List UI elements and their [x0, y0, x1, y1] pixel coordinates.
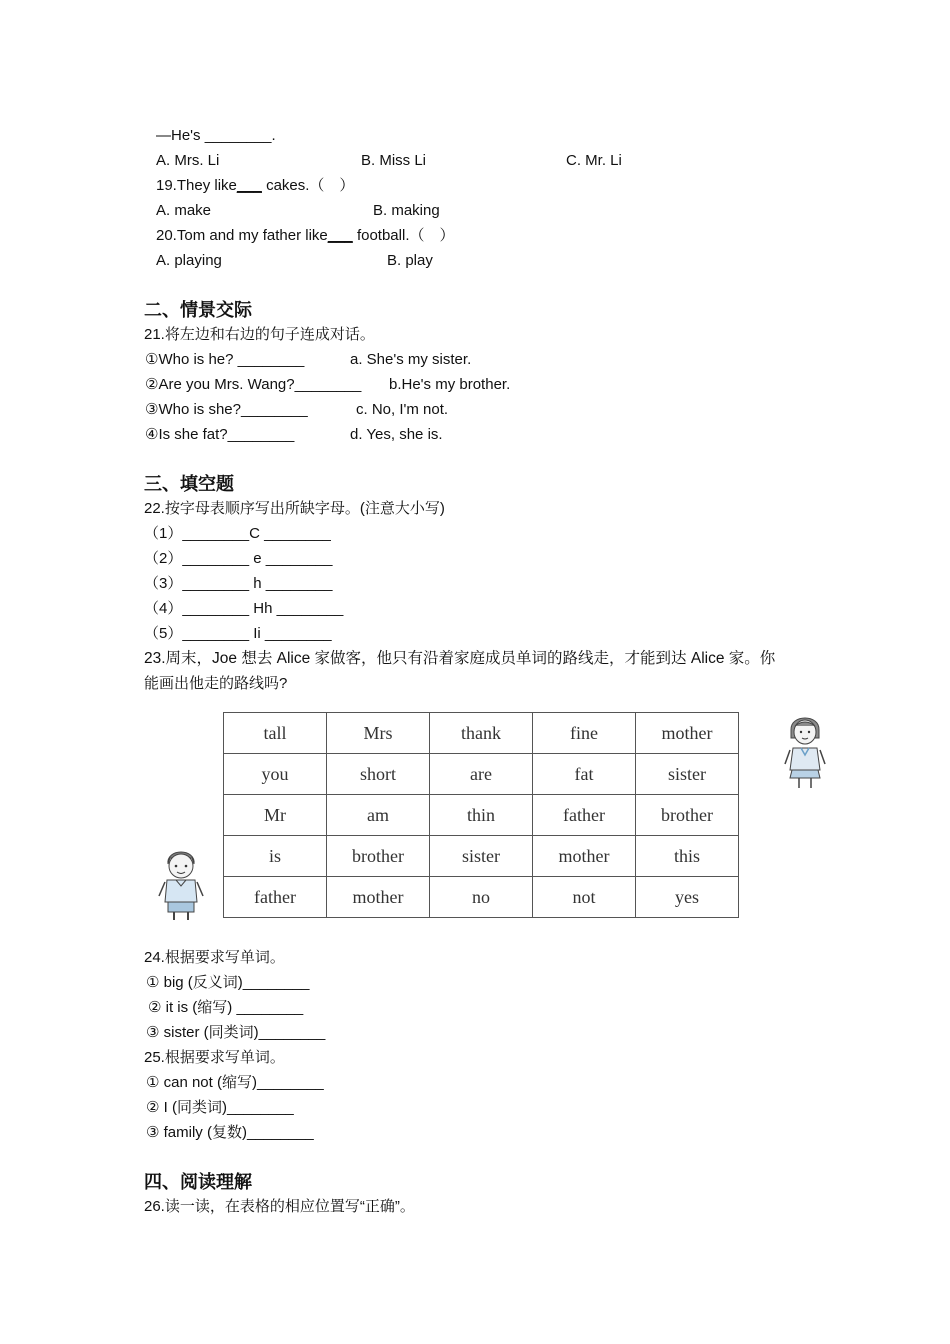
- word-maze-grid: [223, 712, 739, 918]
- q21-right-c: c. No, I'm not.: [356, 401, 449, 418]
- q23-prompt-line-2: 能画出他走的路线吗?: [144, 675, 288, 692]
- section-4-heading: 四、阅读理解: [144, 1172, 252, 1193]
- q21-left-2: ②Are you Mrs. Wang?________: [145, 376, 362, 393]
- q24-prompt: 24.根据要求写单词。: [144, 949, 285, 966]
- grid-cell: fat: [533, 754, 636, 795]
- q25-item-2: ② I (同类词)________: [146, 1099, 294, 1116]
- q24-item-3: ③ sister (同类词)________: [146, 1024, 326, 1041]
- grid-cell: is: [224, 836, 327, 877]
- q21-right-a: a. She's my sister.: [350, 351, 472, 368]
- grid-cell: tall: [224, 713, 327, 754]
- q22-item-1: （1）________C ________: [144, 525, 331, 542]
- q19-option-b: B. making: [373, 202, 440, 219]
- q19-option-a: A. make: [156, 202, 212, 219]
- q18-option-b: B. Miss Li: [361, 152, 427, 169]
- grid-row: [224, 713, 739, 754]
- q26-prompt: 26.读一读，在表格的相应位置写“正确”。: [144, 1198, 415, 1215]
- q25-prompt: 25.根据要求写单词。: [144, 1049, 285, 1066]
- grid-cell: this: [636, 836, 739, 877]
- q18-answer-line: —He's ________.: [156, 127, 276, 144]
- q24-item-1: ① big (反义词)________: [146, 974, 310, 991]
- q25-item-1: ① can not (缩写)________: [146, 1074, 324, 1091]
- q18-option-a: A. Mrs. Li: [156, 152, 220, 169]
- q21-prompt: 21.将左边和右边的句子连成对话。: [144, 326, 375, 343]
- q24-item-2: ② it is (缩写) ________: [148, 999, 304, 1016]
- grid-cell: brother: [327, 836, 430, 877]
- q19-blank: ___: [236, 177, 262, 194]
- girl-figure-icon: [782, 708, 828, 790]
- grid-cell: mother: [636, 713, 739, 754]
- grid-cell: mother: [533, 836, 636, 877]
- grid-cell: father: [533, 795, 636, 836]
- q21-right-d: d. Yes, she is.: [350, 426, 443, 443]
- grid-cell: Mr: [224, 795, 327, 836]
- grid-row: [224, 754, 739, 795]
- q25-item-3: ③ family (复数)________: [146, 1124, 314, 1141]
- q21-left-1: ①Who is he? ________: [145, 351, 305, 368]
- q23-prompt-line-1: 23.周末，Joe 想去 Alice 家做客，他只有沿着家庭成员单词的路线走，才能到达 Alice 家。你: [144, 650, 776, 667]
- grid-cell: am: [327, 795, 430, 836]
- q21-right-b: b.He's my brother.: [389, 376, 511, 393]
- section-2-heading: 二、情景交际: [144, 300, 252, 321]
- q22-item-5: （5）________ Ii ________: [144, 625, 332, 642]
- grid-cell: mother: [327, 877, 430, 918]
- grid-cell: sister: [636, 754, 739, 795]
- grid-cell: are: [430, 754, 533, 795]
- grid-row: [224, 836, 739, 877]
- q19-stem: 19.They like___ cakes.（ ）: [156, 177, 355, 194]
- grid-row: [224, 795, 739, 836]
- grid-cell: not: [533, 877, 636, 918]
- grid-cell: you: [224, 754, 327, 795]
- q22-prompt: 22.按字母表顺序写出所缺字母。(注意大小写): [144, 500, 445, 517]
- grid-cell: yes: [636, 877, 739, 918]
- grid-cell: brother: [636, 795, 739, 836]
- grid-row: [224, 877, 739, 918]
- q22-item-3: （3）________ h ________: [144, 575, 333, 592]
- grid-cell: thin: [430, 795, 533, 836]
- grid-cell: sister: [430, 836, 533, 877]
- q22-item-4: （4）________ Hh ________: [144, 600, 344, 617]
- grid-cell: father: [224, 877, 327, 918]
- q20-option-b: B. play: [387, 252, 433, 269]
- q20-option-a: A. playing: [156, 252, 222, 269]
- boy-figure-icon: [156, 846, 206, 922]
- grid-cell: no: [430, 877, 533, 918]
- grid-cell: Mrs: [327, 713, 430, 754]
- grid-cell: thank: [430, 713, 533, 754]
- grid-cell: short: [327, 754, 430, 795]
- q20-stem: 20.Tom and my father like___ football.（ ）: [156, 227, 455, 244]
- q21-left-4: ④Is she fat?________: [145, 426, 295, 443]
- q21-left-3: ③Who is she?________: [145, 401, 308, 418]
- q20-blank: ___: [327, 227, 353, 244]
- grid-cell: fine: [533, 713, 636, 754]
- section-3-heading: 三、填空题: [144, 474, 234, 495]
- q18-option-c: C. Mr. Li: [566, 152, 622, 169]
- q22-item-2: （2）________ e ________: [144, 550, 333, 567]
